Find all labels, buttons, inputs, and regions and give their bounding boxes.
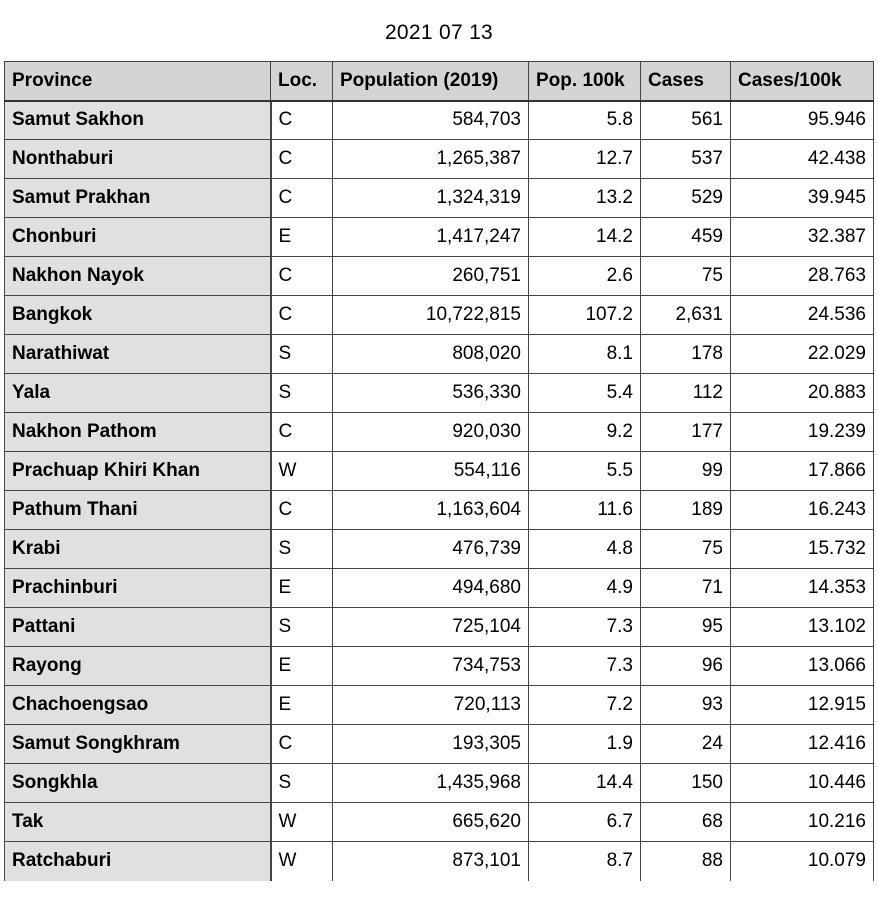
cell-population: 1,417,247 [333,218,529,257]
cell-cases: 75 [641,257,731,296]
cell-cases-per-100k: 13.102 [731,608,874,647]
cell-cases: 178 [641,335,731,374]
cell-cases: 95 [641,608,731,647]
cell-cases-per-100k: 10.216 [731,803,874,842]
cell-pop-100k: 14.2 [529,218,641,257]
cell-population: 10,722,815 [333,296,529,335]
cell-pop-100k: 1.9 [529,725,641,764]
cell-loc: C [271,491,333,530]
cell-pop-100k: 107.2 [529,296,641,335]
cell-cases: 68 [641,803,731,842]
cell-cases-per-100k: 14.353 [731,569,874,608]
cell-cases-per-100k: 32.387 [731,218,874,257]
cell-population: 494,680 [333,569,529,608]
cell-pop-100k: 4.8 [529,530,641,569]
cell-cases: 75 [641,530,731,569]
cell-population: 734,753 [333,647,529,686]
cell-province: Nakhon Nayok [5,257,271,296]
cell-cases-per-100k: 15.732 [731,530,874,569]
cell-cases: 112 [641,374,731,413]
table-row [5,608,874,647]
table-row [5,335,874,374]
cell-pop-100k: 7.2 [529,686,641,725]
cell-population: 536,330 [333,374,529,413]
cell-cases-per-100k: 12.915 [731,686,874,725]
table-row [5,140,874,179]
table-row [5,764,874,803]
table-row [5,413,874,452]
cell-province: Nonthaburi [5,140,271,179]
table-row [5,569,874,608]
cell-population: 554,116 [333,452,529,491]
cell-pop-100k: 9.2 [529,413,641,452]
cell-population: 920,030 [333,413,529,452]
cell-population: 1,324,319 [333,179,529,218]
cell-cases-per-100k: 24.536 [731,296,874,335]
cell-cases-per-100k: 42.438 [731,140,874,179]
table-row [5,686,874,725]
cell-loc: S [271,335,333,374]
province-cases-table [4,61,874,881]
cell-pop-100k: 7.3 [529,647,641,686]
table-row [5,296,874,335]
cell-pop-100k: 11.6 [529,491,641,530]
column-header-pop-100k: Pop. 100k [529,62,641,101]
cell-cases: 177 [641,413,731,452]
cell-cases-per-100k: 16.243 [731,491,874,530]
cell-province: Narathiwat [5,335,271,374]
cell-cases-per-100k: 95.946 [731,101,874,140]
cell-pop-100k: 14.4 [529,764,641,803]
cell-province: Songkhla [5,764,271,803]
cell-loc: S [271,764,333,803]
cell-loc: C [271,296,333,335]
cell-province: Samut Prakhan [5,179,271,218]
cell-loc: E [271,569,333,608]
cell-cases-per-100k: 20.883 [731,374,874,413]
cell-loc: S [271,608,333,647]
table-row [5,803,874,842]
cell-cases: 24 [641,725,731,764]
column-header-loc: Loc. [271,62,333,101]
table-row [5,257,874,296]
table-row [5,374,874,413]
cell-population: 873,101 [333,842,529,881]
cell-loc: W [271,803,333,842]
cell-pop-100k: 5.4 [529,374,641,413]
cell-loc: C [271,257,333,296]
cell-province: Chonburi [5,218,271,257]
cell-pop-100k: 8.7 [529,842,641,881]
cell-cases-per-100k: 39.945 [731,179,874,218]
table-row [5,842,874,881]
cell-loc: W [271,452,333,491]
cell-province: Samut Sakhon [5,101,271,140]
cell-pop-100k: 5.5 [529,452,641,491]
cell-province: Pattani [5,608,271,647]
cell-cases: 561 [641,101,731,140]
cell-population: 193,305 [333,725,529,764]
cell-cases: 150 [641,764,731,803]
cell-pop-100k: 12.7 [529,140,641,179]
cell-loc: S [271,374,333,413]
cell-province: Bangkok [5,296,271,335]
cell-loc: C [271,413,333,452]
cell-cases: 71 [641,569,731,608]
column-header-cases-per-100k: Cases/100k [731,62,874,101]
cell-loc: C [271,179,333,218]
cell-pop-100k: 7.3 [529,608,641,647]
cell-population: 720,113 [333,686,529,725]
cell-pop-100k: 13.2 [529,179,641,218]
cell-province: Nakhon Pathom [5,413,271,452]
cell-population: 260,751 [333,257,529,296]
cell-pop-100k: 4.9 [529,569,641,608]
cell-cases-per-100k: 17.866 [731,452,874,491]
table-row [5,491,874,530]
cell-cases: 189 [641,491,731,530]
table-row [5,179,874,218]
table-title: 2021 07 13 [384,21,494,44]
cell-cases: 537 [641,140,731,179]
cell-cases-per-100k: 13.066 [731,647,874,686]
cell-province: Samut Songkhram [5,725,271,764]
table-row [5,452,874,491]
column-header-cases: Cases [641,62,731,101]
table-row [5,725,874,764]
cell-pop-100k: 8.1 [529,335,641,374]
cell-loc: E [271,218,333,257]
table-row [5,101,874,140]
cell-loc: C [271,140,333,179]
cell-cases-per-100k: 22.029 [731,335,874,374]
cell-cases: 529 [641,179,731,218]
cell-cases: 96 [641,647,731,686]
cell-cases-per-100k: 12.416 [731,725,874,764]
cell-province: Krabi [5,530,271,569]
cell-cases: 2,631 [641,296,731,335]
cell-population: 1,435,968 [333,764,529,803]
cell-loc: C [271,101,333,140]
cell-loc: C [271,725,333,764]
cell-cases: 99 [641,452,731,491]
column-header-population: Population (2019) [333,62,529,101]
cell-pop-100k: 2.6 [529,257,641,296]
cell-province: Chachoengsao [5,686,271,725]
cell-population: 476,739 [333,530,529,569]
cell-loc: E [271,647,333,686]
cell-province: Rayong [5,647,271,686]
cell-province: Ratchaburi [5,842,271,881]
cell-population: 665,620 [333,803,529,842]
table-row [5,218,874,257]
cell-loc: E [271,686,333,725]
cell-pop-100k: 6.7 [529,803,641,842]
cell-cases: 88 [641,842,731,881]
cell-pop-100k: 5.8 [529,101,641,140]
cell-loc: S [271,530,333,569]
cell-loc: W [271,842,333,881]
cell-cases: 93 [641,686,731,725]
table-row [5,530,874,569]
cell-cases-per-100k: 28.763 [731,257,874,296]
cell-population: 1,265,387 [333,140,529,179]
cell-cases-per-100k: 10.079 [731,842,874,881]
table-body [5,101,874,881]
table-row [5,647,874,686]
cell-province: Pathum Thani [5,491,271,530]
cell-cases-per-100k: 10.446 [731,764,874,803]
cell-cases-per-100k: 19.239 [731,413,874,452]
header-row [5,62,874,101]
column-header-province: Province [5,62,271,101]
cell-population: 584,703 [333,101,529,140]
cell-population: 1,163,604 [333,491,529,530]
cell-population: 808,020 [333,335,529,374]
cell-cases: 459 [641,218,731,257]
cell-population: 725,104 [333,608,529,647]
cell-province: Yala [5,374,271,413]
cell-province: Prachuap Khiri Khan [5,452,271,491]
cell-province: Prachinburi [5,569,271,608]
cell-province: Tak [5,803,271,842]
